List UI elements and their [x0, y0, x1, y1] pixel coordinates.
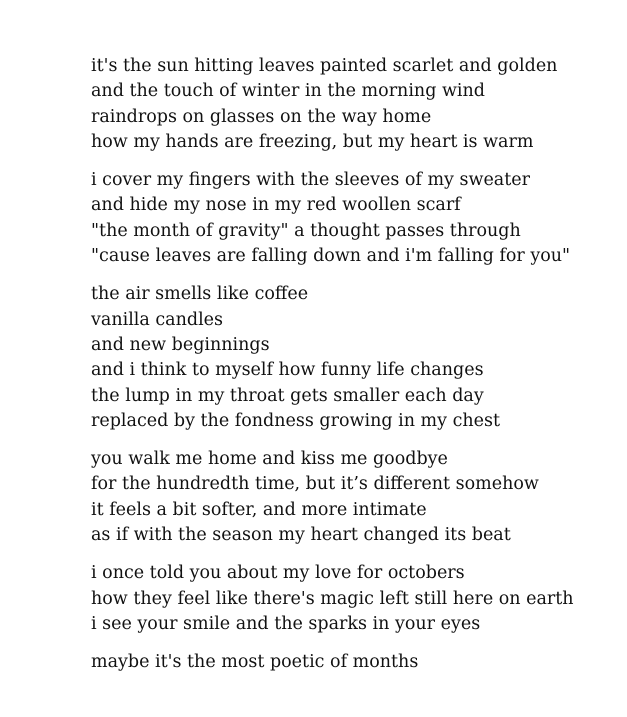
poem-line: raindrops on glasses on the way home: [91, 106, 432, 127]
poem-line: the air smells like coffee: [91, 284, 309, 305]
poem-line: replaced by the fondness growing in my chest: [91, 410, 501, 431]
poem-line: as if with the season my heart changed its beat: [91, 525, 511, 546]
poem-line: how my hands are freezing, but my heart is warm: [91, 131, 534, 152]
stanza-2: [91, 168, 621, 269]
poem-line: the lump in my throat gets smaller each day: [91, 385, 484, 406]
stanza-3: [91, 282, 621, 434]
poem-line: i once told you about my love for octobers: [91, 563, 465, 584]
poem-line: maybe it's the most poetic of months: [91, 652, 419, 673]
stanza-5: [91, 561, 621, 637]
poem-line: and the touch of winter in the morning wind: [91, 81, 486, 102]
stanza-1: [91, 54, 621, 155]
poem-line: i see your smile and the sparks in your eyes: [91, 613, 481, 634]
poem-line: "cause leaves are falling down and i'm falling for you": [91, 246, 571, 267]
poem-line: vanilla candles: [91, 309, 224, 330]
poem-line: and new beginnings: [91, 334, 270, 355]
poem-line: "the month of gravity" a thought passes through: [91, 220, 521, 241]
poem-line: and hide my nose in my red woollen scarf: [91, 195, 461, 216]
stanza-6: [91, 650, 621, 675]
poem-line: you walk me home and kiss me goodbye: [91, 449, 448, 470]
poem-line: it feels a bit softer, and more intimate: [91, 499, 427, 520]
poem: [91, 54, 621, 689]
poem-line: i cover my fingers with the sleeves of my sweater: [91, 170, 530, 191]
poem-line: and i think to myself how funny life changes: [91, 360, 484, 381]
poem-line: it's the sun hitting leaves painted scarlet and golden: [91, 56, 558, 76]
stanza-4: [91, 447, 621, 548]
poem-line: how they feel like there's magic left still here on earth: [91, 588, 574, 609]
poem-line: for the hundredth time, but it’s different somehow: [91, 474, 539, 495]
